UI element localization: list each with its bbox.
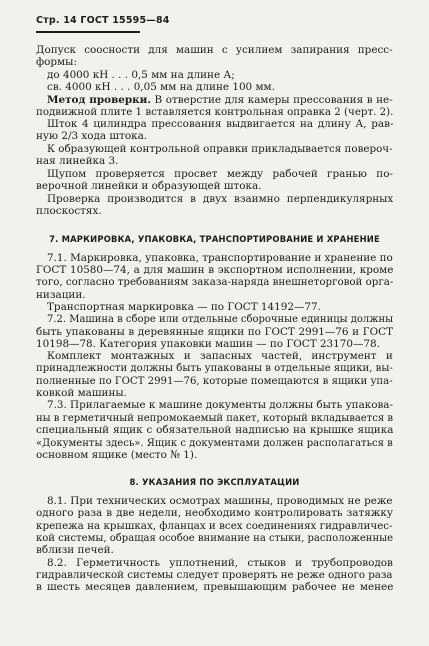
- section-heading: 7. МАРКИРОВКА, УПАКОВКА, ТРАНСПОРТИРОВАНИЕ И ХРАНЕНИЕ: [49, 234, 380, 244]
- section-heading: 8. УКАЗАНИЯ ПО ЭКСПЛУАТАЦИИ: [129, 477, 300, 487]
- text-line: плоскостях.: [36, 205, 102, 217]
- text-line: формы:: [36, 56, 77, 68]
- running-head: Стр. 14 ГОСТ 15595—84: [36, 15, 170, 26]
- text-line: 7.2. Машина в сборе или отдельные сборочные единицы должны: [47, 313, 394, 325]
- text-line: 7.1. Маркировка, упаковка, транспортирование и хранение по: [47, 252, 393, 264]
- text-line: ная линейка 3.: [36, 155, 119, 167]
- text-line: Комплект монтажных и запасных частей, инструмент и: [47, 350, 393, 362]
- text-line: одного раза в две недели, необходимо контролировать затяжку: [36, 507, 393, 519]
- text-line: ковкой машины.: [36, 387, 127, 399]
- text-line: «Документы здесь». Ящик с документами должен располагаться в: [36, 437, 393, 449]
- text-line: быть упакованы в деревянные ящики по ГОСТ 2991—76 и ГОСТ: [36, 326, 394, 338]
- text-line: 7.3. Прилагаемые к машине документы должны быть упакова-: [47, 399, 393, 411]
- text-line: К образующей контрольной оправки прикладывается повероч-: [47, 143, 393, 155]
- text-line: 8.2. Герметичность уплотнений, стыков и трубопроводов: [47, 557, 393, 569]
- text-line: специальный ящик с обязательной надписью на крышке ящика: [36, 424, 394, 436]
- text-line: 8.1. При технических осмотрах машины, проводимых не реже: [47, 495, 393, 507]
- text-line: верочной линейки и образующей штока.: [36, 180, 262, 192]
- text-line: 10198—78. Категория упаковки машин — по ГОСТ 23170—78.: [36, 338, 380, 350]
- text-line: Допуск соосности для машин с усилием запирания пресс-: [36, 44, 393, 56]
- text-line: полненные по ГОСТ 2991—76, которые помещаются в ящики упа-: [36, 375, 393, 387]
- text-line: в шесть месяцев давлением, превышающим рабочее не менее: [36, 581, 394, 593]
- text-line: крепежа на крышках, фланцах и всех соединениях гидравличес-: [36, 520, 393, 532]
- method-lead: Метод проверки.: [47, 94, 151, 106]
- text-line: св. 4000 кН . . . 0,05 мм на длине 100 мм.: [47, 81, 275, 93]
- text-line: принадлежности должны быть упакованы в отдельные ящики, вы-: [36, 362, 393, 374]
- text-line: Транспортная маркировка — по ГОСТ 14192—77.: [47, 301, 321, 313]
- text-line: Шток 4 цилиндра прессования выдвигается на длину А, рав-: [47, 118, 394, 130]
- text-line: вблизи печей.: [36, 544, 114, 556]
- header-rule: [36, 31, 140, 33]
- text-line: Щупом проверяется просвет между рабочей гранью по-: [47, 168, 393, 180]
- text-line: гидравлической системы следует проверять не реже одного раза: [36, 569, 393, 581]
- text-line: основном ящике (место № 1).: [36, 449, 198, 461]
- text-line: подвижной плите 1 вставляется контрольная оправка 2 (черт. 2).: [36, 106, 394, 118]
- text-line: Метод проверки. В отверстие для камеры прессования в не-: [47, 94, 393, 106]
- text-line: ны в герметичный непромокаемый пакет, который вкладывается в: [36, 412, 393, 424]
- text-line: ную 2/3 хода штока.: [36, 130, 148, 142]
- text-line: до 4000 кН . . . 0,5 мм на длине А;: [47, 69, 235, 81]
- text-line: кой системы, обращая особое внимание на стыки, расположенные: [36, 532, 394, 544]
- text-line: того, согласно требованиям заказа-наряда внешнеторговой орга-: [36, 276, 394, 288]
- text-line: ГОСТ 10580—74, а для машин в экспортном исполнении, кроме: [36, 264, 394, 276]
- text-line: низации.: [36, 289, 86, 301]
- text-line: Проверка производится в двух взаимно перпендикулярных: [47, 193, 394, 205]
